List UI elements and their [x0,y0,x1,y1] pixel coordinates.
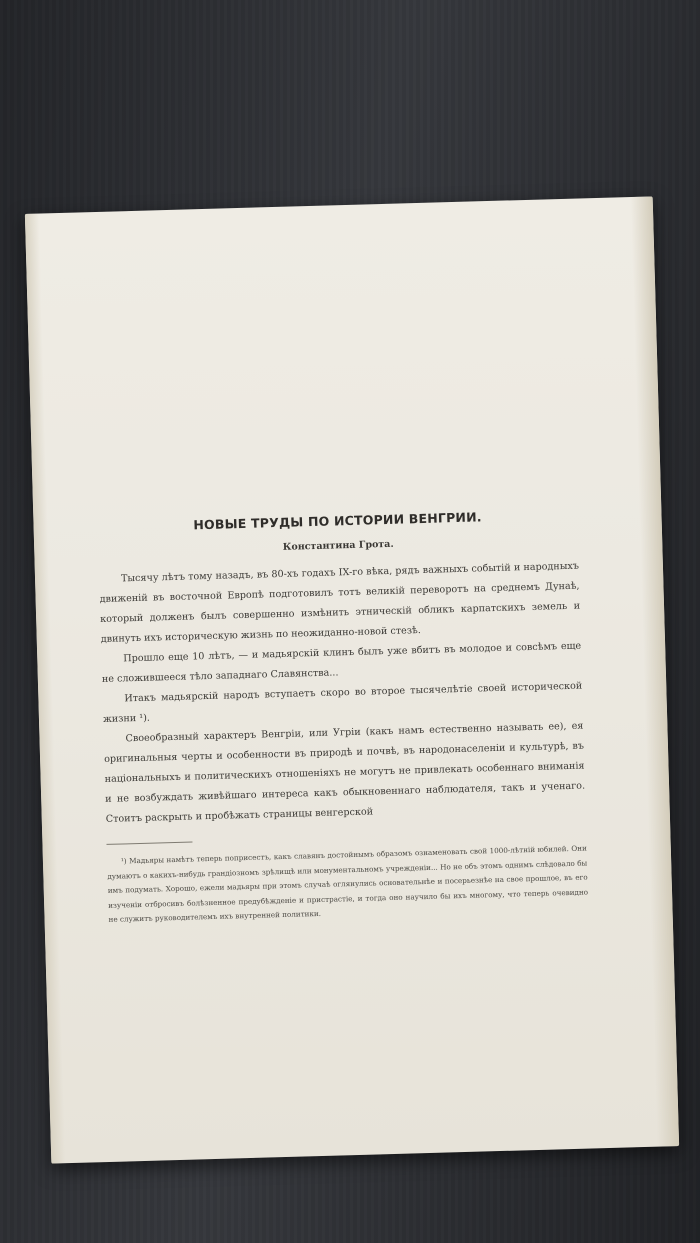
paragraph-2: Прошло еще 10 лѣтъ, — и мадьярскій клинъ былъ уже вбитъ въ молодое и совсѣмъ еще не сложившееся тѣло западнаго Славянства... [101,640,582,685]
document-page [25,196,679,1163]
page-content [97,507,588,928]
article-author: Константина Грота. [282,538,394,553]
paragraph-3: Итакъ мадьярскій народъ вступаетъ скоро во второе тысячелѣтіе своей исторической жизни ¹). [102,680,583,725]
footnote-divider [106,842,192,845]
paragraph-1: Тысячу лѣтъ тому назадъ, въ 80-хъ годахъ IX-го вѣка, рядъ важныхъ событій и народныхъ движеній въ восточной Европѣ подготовилъ тотъ великій переворотъ на среднемъ Дунаѣ, который долженъ былъ совершенно измѣнить этническій обликъ карпатскихъ земель и двинуть ихъ историческую жизнь по неожиданно-новой стезѣ. [99,560,581,645]
article-title: НОВЫЕ ТРУДЫ ПО ИСТОРИИ ВЕНГРИИ. [193,509,482,533]
footnote: ¹) Мадьяры намѣтъ теперь поприсестъ, какъ славянъ достойнымъ образомъ ознаменовать свой 1000-лѣтній юбилей. Они думаютъ о какихъ-нибудь грандіозномъ зрѣлищѣ или монументальномъ учрежденіи... Но не объ этомъ однимъ слѣдовало бы имъ подумать. Хорошо, ежели мадьяры при этомъ случаѣ оглянулись основательнѣе и посерьезнѣе на свое прошлое, въ его изученіи отбросивъ болѣзненное предубѣжденіе и пристрастіе, и тогда оно научило бы ихъ многому, что теперь очевидно не служитъ руководителемъ ихъ внутренней политики. [107,843,589,924]
paragraph-4: Своеобразный характеръ Венгріи, или Угріи (какъ намъ естественно называть ее), ея оригинальныя черты и особенности въ природѣ и почвѣ, въ народонаселеніи и культурѣ, въ національныхъ и политическихъ отношеніяхъ не могутъ не привлекать особеннаго вниманія и не возбуждать живѣйшаго интереса какъ обыкновеннаго наблюдателя, такъ и ученаго. Стоитъ раскрыть и пробѣжать страницы венгерской [103,720,586,825]
